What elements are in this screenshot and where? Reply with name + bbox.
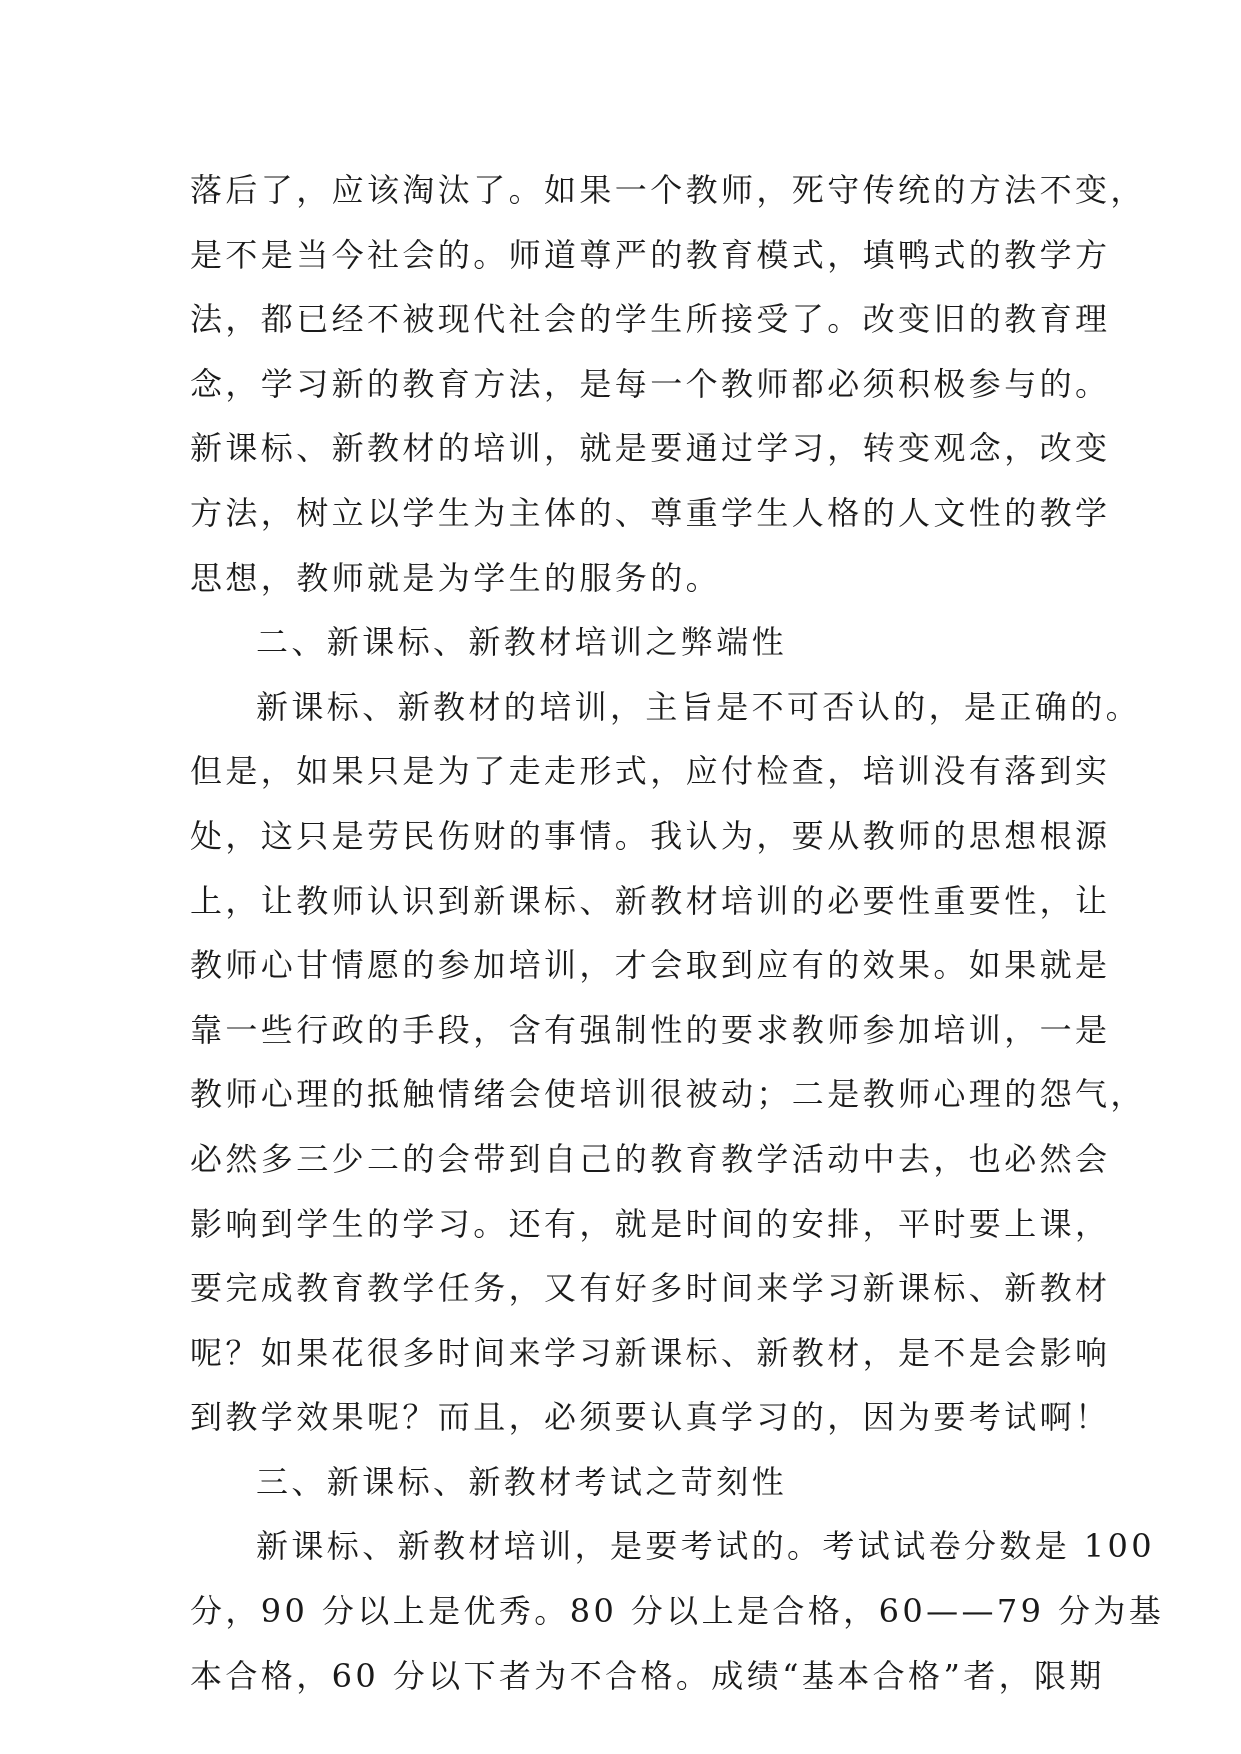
text-line-15: 教师心理的抵触情绪会使培训很被动；二是教师心理的怨气， [190, 1075, 1146, 1114]
text-line-1: 落后了，应该淘汰了。如果一个教师，死守传统的方法不变， [190, 171, 1146, 209]
text-line-23: 分，90 分以上是优秀。80 分以上是合格，60——79 分为基 [190, 1592, 1165, 1631]
text-line-10: 但是，如果只是为了走走形式，应付检查，培训没有落到实 [190, 752, 1111, 791]
text-line-14: 靠一些行政的手段，含有强制性的要求教师参加培训，一是 [190, 1010, 1111, 1049]
text-line-9: 新课标、新教材的培训，主旨是不可否认的，是正确的。 [256, 687, 1142, 726]
text-line-4: 念，学习新的教育方法，是每一个教师都必须积极参与的。 [190, 364, 1111, 403]
section-heading-3: 三、新课标、新教材考试之苛刻性 [256, 1462, 788, 1501]
text-line-19: 呢？如果花很多时间来学习新课标、新教材，是不是会影响 [190, 1333, 1111, 1372]
text-line-2: 是不是当今社会的。师道尊严的教育模式，填鸭式的教学方 [190, 235, 1111, 274]
text-line-20: 到教学效果呢？而且，必须要认真学习的，因为要考试啊！ [190, 1398, 1111, 1437]
text-line-7: 思想，教师就是为学生的服务的。 [190, 558, 722, 597]
text-line-22: 新课标、新教材培训，是要考试的。考试试卷分数是 100 [256, 1527, 1156, 1566]
text-line-6: 方法，树立以学生为主体的、尊重学生人格的人文性的教学 [190, 493, 1111, 532]
text-line-13: 教师心甘情愿的参加培训，才会取到应有的效果。如果就是 [190, 946, 1111, 985]
document-body [190, 158, 1165, 1708]
text-line-16: 必然多三少二的会带到自己的教育教学活动中去，也必然会 [190, 1139, 1111, 1178]
section-heading-2: 二、新课标、新教材培训之弊端性 [256, 623, 788, 662]
text-line-11: 处，这只是劳民伤财的事情。我认为，要从教师的思想根源 [190, 816, 1111, 855]
text-line-12: 上，让教师认识到新课标、新教材培训的必要性重要性，让 [190, 881, 1111, 920]
text-line-5: 新课标、新教材的培训，就是要通过学习，转变观念，改变 [190, 429, 1111, 468]
text-line-18: 要完成教育教学任务，又有好多时间来学习新课标、新教材 [190, 1269, 1111, 1308]
text-line-17: 影响到学生的学习。还有，就是时间的安排，平时要上课， [190, 1204, 1111, 1243]
text-line-24: 本合格，60 分以下者为不合格。成绩“基本合格”者，限期 [190, 1656, 1105, 1695]
text-line-3: 法，都已经不被现代社会的学生所接受了。改变旧的教育理 [190, 300, 1111, 339]
